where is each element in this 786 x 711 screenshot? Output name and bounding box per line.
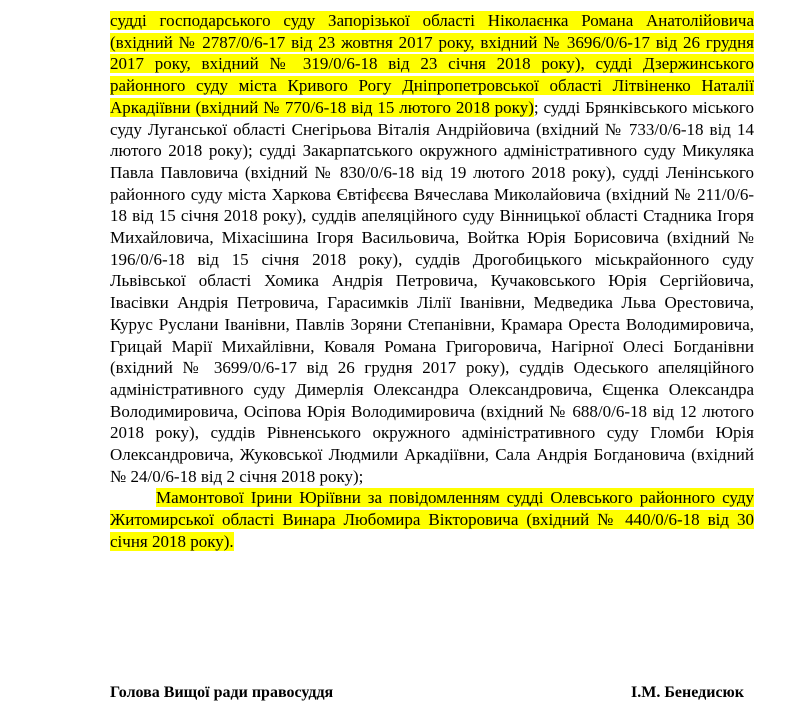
highlighted-text: судді господарського суду Запорізької області Ніколаєнка Романа Анатолійовича (вхідний № 2787/0/6-17 від 23 жовтня 2017 року, вхідний № 3696/0/6-17 від 26 грудня 2017 року, вхідний № 319/0/6-18 від 23 січня 2018 року), судді Дзержинського районного суду міста Кривого Рогу Дніпропетровської області Літвіненко Наталії Аркадіївни (вхідний № 770/6-18 від 15 лютого 2018 року) xyxy=(110,11,754,117)
signatory-position: Голова Вищої ради правосуддя xyxy=(110,684,334,701)
document-body xyxy=(110,10,754,553)
paragraph-judges-list xyxy=(110,10,754,487)
highlighted-text: Мамонтової Ірини Юріївни за повідомленням судді Олевського районного суду Житомирської області Винара Любомира Вікторовича (вхідний № 440/0/6-18 від 30 січня 2018 року). xyxy=(110,488,754,551)
signatory-name: І.М. Бенедисюк xyxy=(631,684,744,701)
body-text: ; судді Брянківського міського суду Луганської області Снегірьова Віталія Андрійовича (вхідний № 733/0/6-18 від 14 лютого 2018 року); судді Закарпатського окружного адміністративного суду Микуляка Павла Павловича (вхідний № 830/0/6-18 від 19 лютого 2018 року), судді Ленінського районного суду міста Харкова Євтіфєєва Вячеслава Миколайовича (вхідний № 211/0/6-18 від 15 січня 2018 року), суддів апеляційного суду Вінницької області Стадника Ігоря Михайловича, Міхасішина Ігоря Васильовича, Войтка Юрія Борисовича (вхідний № 196/0/6-18 від 15 січня 2018 року), суддів Дрогобицького міськрайонного суду Львівської області Хомика Андрія Петровича, Кучаковського Юрія Сергійовича, Івасівки Андрія Петровича, Гарасимків Лілії Іванівни, Медведика Льва Орестовича, Курус Руслани Іванівни, Павлів Зоряни Степанівни, Крамара Ореста Володимировича, Грицай Марії Михайлівни, Коваля Романа Григоровича, Нагірної Олесі Богданівни (вхідний № 3699/0/6-17 від 26 грудня 2017 року), суддів Одеського апеляційного адміністративного суду Димерлія Олександра Олександровича, Єщенка Олександра Володимировича, Осіпова Юрія Володимировича (вхідний № 688/0/6-18 від 12 лютого 2018 року), суддів Рівненського окружного адміністративного суду Гломби Юрія Олександровича, Жуковської Людмили Аркадіївни, Сала Андрія Богдановича (вхідний № 24/0/6-18 від 2 січня 2018 року); xyxy=(110,97,754,486)
paragraph-mamontova xyxy=(110,487,754,552)
signature-block xyxy=(110,684,744,702)
